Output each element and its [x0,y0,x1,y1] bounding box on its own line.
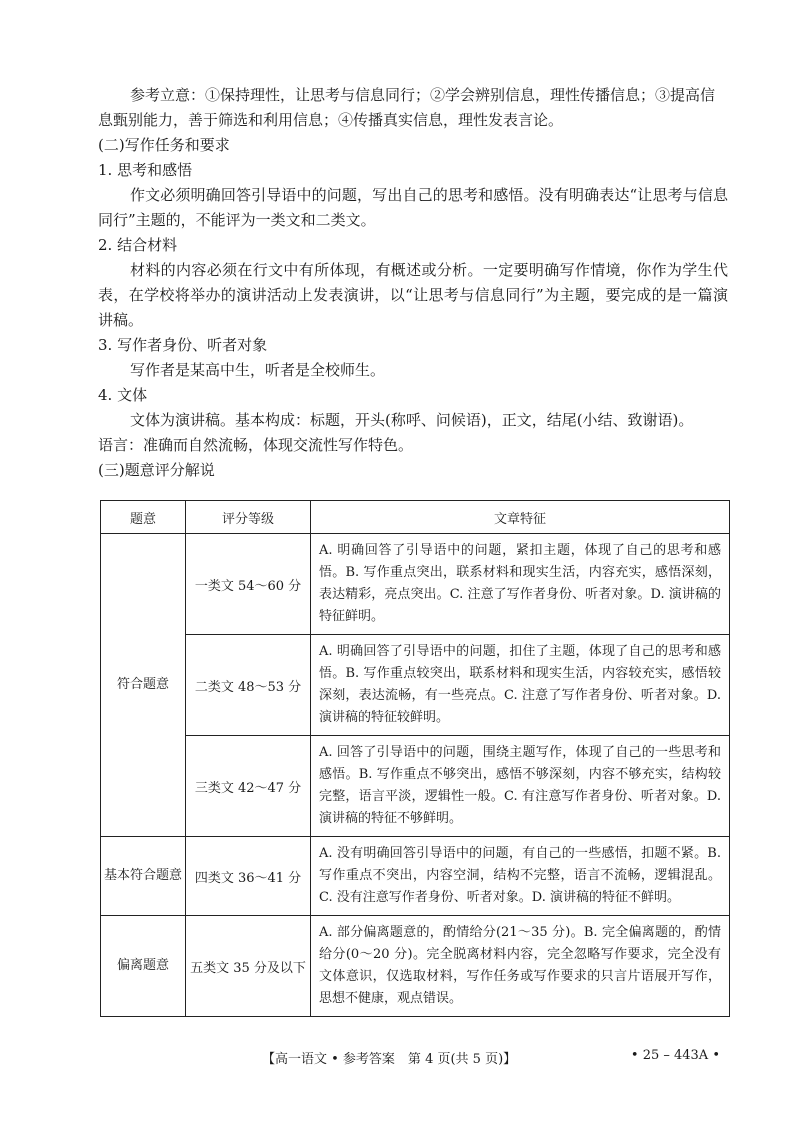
task2-text: 材料的内容必须在行文中有所体现，有概述或分析。一定要明确写作情境，你作为学生代表，在学校将举办的演讲活动上发表演讲，以“让思考与信息同行”为主题，要完成的是一篇演讲稿。 [98,261,728,329]
grade-cell: 二类文 48～53 分 [186,635,311,736]
header-topic: 题意 [101,501,186,534]
table-row [101,635,730,736]
task4-language: 语言：准确而自然流畅，体现交流性写作特色。 [98,436,414,454]
feature-cell: A. 明确回答了引导语中的问题，紧扣主题，体现了自己的思考和感悟。B. 写作重点突出，联系材料和现实生活，内容充实，感悟深刻，表达精彩，亮点突出。C. 注意了写作者身份、听者对象。D. 演讲稿的特征鲜明。 [311,534,730,635]
page-footer [0,1048,800,1070]
task1-heading: 1. 思考和感悟 [98,161,193,179]
section2-heading: (二)写作任务和要求 [98,136,230,154]
intro-line-1: 参考立意：①保持理性，让思考与信息同行；②学会辨别信息，理性传播信息；③提高信 [130,86,716,104]
task3-heading: 3. 写作者身份、听者对象 [98,336,268,354]
grade-cell: 三类文 42～47 分 [186,736,311,837]
document-body [98,83,728,483]
task1-text: 作文必须明确回答引导语中的问题，写出自己的思考和感悟。没有明确表达“让思考与信息同行”主题的，不能评为一类文和二类文。 [98,186,728,229]
feature-cell: A. 回答了引导语中的问题，围绕主题写作，体现了自己的一些思考和感悟。B. 写作重点不够突出，感悟不够深刻，内容不够充实，结构较完整，语言平淡，逻辑性一般。C. 有注意写作者身份、听者对象。D. 演讲稿的特征不够鲜明。 [311,736,730,837]
footer-page-info: 【高一语文 • 参考答案 第 4 页(共 5 页)】 [262,1052,517,1067]
task3-text: 写作者是某高中生，听者是全校师生。 [130,361,386,379]
task4-text: 文体为演讲稿。基本构成：标题，开头(称呼、问候语)，正文，结尾(小结、致谢语)。 [130,411,694,429]
header-grade: 评分等级 [186,501,311,534]
feature-cell: A. 明确回答了引导语中的问题，扣住了主题，体现了自己的思考和感悟。B. 写作重点较突出，联系材料和现实生活，内容较充实，感悟较深刻，表达流畅，有一些亮点。C. 注意了写作者身份、听者对象。D. 演讲稿的特征较鲜明。 [311,635,730,736]
scoring-table [100,500,730,1017]
grade-cell: 五类文 35 分及以下 [186,916,311,1017]
task2-heading: 2. 结合材料 [98,236,178,254]
task4-heading: 4. 文体 [98,386,148,404]
category-basically-on-topic: 基本符合题意 [101,837,186,916]
footer-code: • 25 – 443A • [630,1048,720,1063]
table-row [101,916,730,1017]
category-on-topic: 符合题意 [101,534,186,837]
category-off-topic: 偏离题意 [101,916,186,1017]
feature-cell: A. 部分偏离题意的，酌情给分(21～35 分)。B. 完全偏离题的，酌情给分(0～20 分)。完全脱离材料内容，完全忽略写作要求，完全没有文体意识，仅选取材料，写作任务或写作要求的只言片语展开写作，思想不健康，观点错误。 [311,916,730,1017]
table-header-row [101,501,730,534]
grade-cell: 一类文 54～60 分 [186,534,311,635]
table-row [101,534,730,635]
feature-cell: A. 没有明确回答引导语中的问题，有自己的一些感悟，扣题不紧。B. 写作重点不突出，内容空洞，结构不完整，语言不流畅，逻辑混乱。C. 没有注意写作者身份、听者对象。D. 演讲稿的特征不鲜明。 [311,837,730,916]
grade-cell: 四类文 36～41 分 [186,837,311,916]
header-features: 文章特征 [311,501,730,534]
section3-heading: (三)题意评分解说 [98,461,215,479]
table-row [101,837,730,916]
table-row [101,736,730,837]
intro-line-2: 息甄别能力，善于筛选和利用信息；④传播真实信息，理性发表言论。 [98,111,564,129]
